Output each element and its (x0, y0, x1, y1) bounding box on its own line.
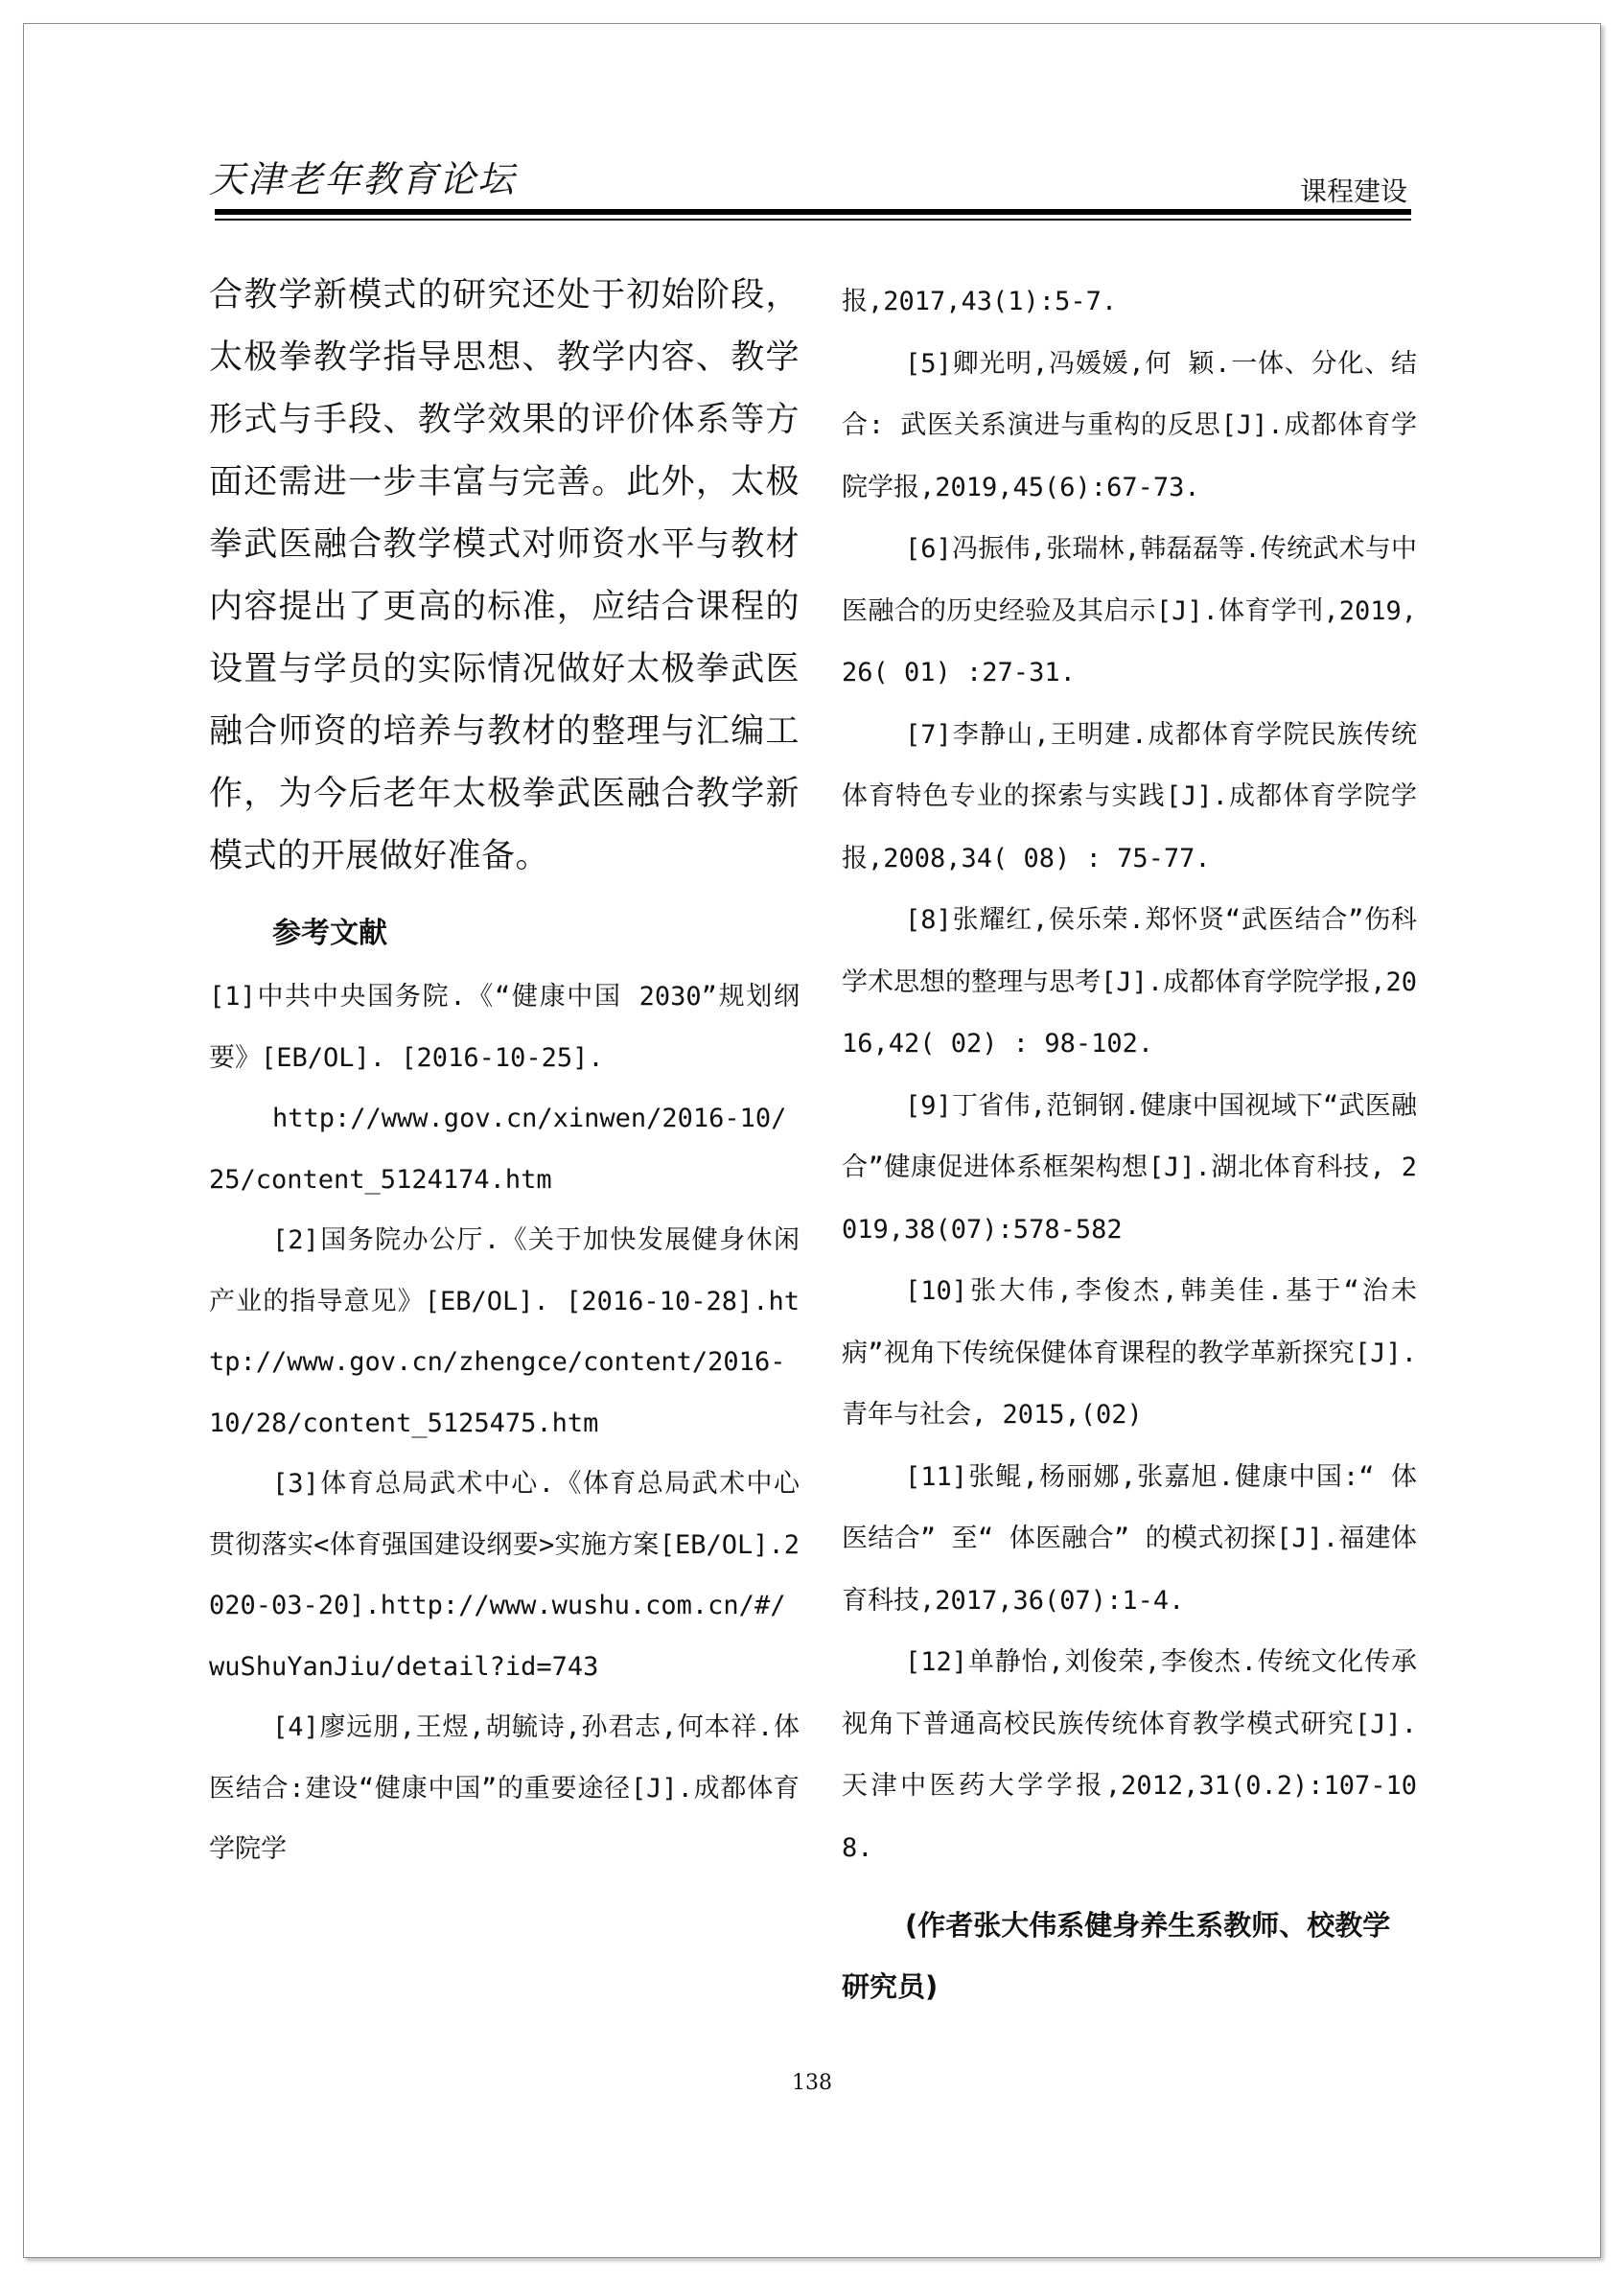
reference-12: [12]单静怡,刘俊荣,李俊杰.传统文化传承视角下普通高校民族传统体育教学模式研究[J].天津中医药大学学报,2012,31(0.2):107-108. (842, 1647, 1417, 1863)
references-heading: 参考文献 (272, 917, 387, 950)
journal-title: 天津老年教育论坛 (209, 158, 517, 200)
reference-4-continued: 报,2017,43(1):5-7. (842, 287, 1118, 316)
right-column (842, 271, 1417, 2017)
reference-5: [5]卿光明,冯媛媛,何 颖.一体、分化、结合: 武医关系演进与重构的反思[J].成都体育学院学报,2019,45(6):67-73. (842, 348, 1417, 502)
body-paragraph: 合教学新模式的研究还处于初始阶段，太极拳教学指导思想、教学内容、教学形式与手段、教学效果的评价体系等方面还需进一步丰富与完善。此外，太极拳武医融合教学模式对师资水平与教材内容提出了更高的标准，应结合课程的设置与学员的实际情况做好太极拳武医融合师资的培养与教材的整理与汇编工作，为今后老年太极拳武医融合教学新模式的开展做好准备。 (209, 276, 800, 875)
reference-1: [1]中共中央国务院.《“健康中国 2030”规划纲要》[EB/OL]. [2016-10-25]. (209, 982, 800, 1073)
reference-11: [11]张鲲,杨丽娜,张嘉旭.健康中国:“ 体医结合” 至“ 体医融合” 的模式初探[J].福建体育科技,2017,36(07):1-4. (842, 1461, 1417, 1616)
reference-7: [7]李静山,王明建.成都体育学院民族传统体育特色专业的探索与实践[J].成都体育学院学报,2008,34( 08) : 75-77. (842, 719, 1417, 873)
page-number: 138 (792, 2071, 832, 2095)
header-rule-thin (215, 219, 1411, 221)
reference-9: [9]丁省伟,范铜钢.健康中国视域下“武医融合”健康促进体系框架构想[J].湖北体育科技, 2019,38(07):578-582 (842, 1090, 1417, 1245)
left-column (209, 265, 800, 1880)
reference-4: [4]廖远朋,王煜,胡毓诗,孙君志,何本祥.体医结合:建设“健康中国”的重要途径[J].成都体育学院学 (209, 1712, 800, 1864)
author-note: (作者张大伟系健身养生系教师、校教学研究员) (842, 1909, 1391, 2003)
reference-3: [3]体育总局武术中心.《体育总局武术中心贯彻落实<体育强国建设纲要>实施方案[EB/OL].2020-03-20].http://www.wushu.com.cn/#/wuShuYanJiu/detail?id=743 (209, 1469, 800, 1682)
section-title: 课程建设 (1299, 175, 1407, 207)
reference-2: [2]国务院办公厅.《关于加快发展健身休闲产业的指导意见》[EB/OL]. [2016-10-28].http://www.gov.cn/zhengce/content/2016-10/28/content_5125475.htm (209, 1225, 800, 1438)
header-rule-thick (215, 209, 1411, 215)
reference-6: [6]冯振伟,张瑞林,韩磊磊等.传统武术与中医融合的历史经验及其启示[J].体育学刊,2019,26( 01) :27-31. (842, 534, 1417, 687)
reference-1-url: http://www.gov.cn/xinwen/2016-10/25/content_5124174.htm (209, 1104, 787, 1195)
reference-10: [10]张大伟,李俊杰,韩美佳.基于“治未病”视角下传统保健体育课程的教学革新探究[J].青年与社会, 2015,(02) (842, 1276, 1417, 1430)
reference-8: [8]张耀红,侯乐荣.郑怀贤“武医结合”伤科学术思想的整理与思考[J].成都体育学院学报,2016,42( 02) : 98-102. (842, 905, 1417, 1059)
